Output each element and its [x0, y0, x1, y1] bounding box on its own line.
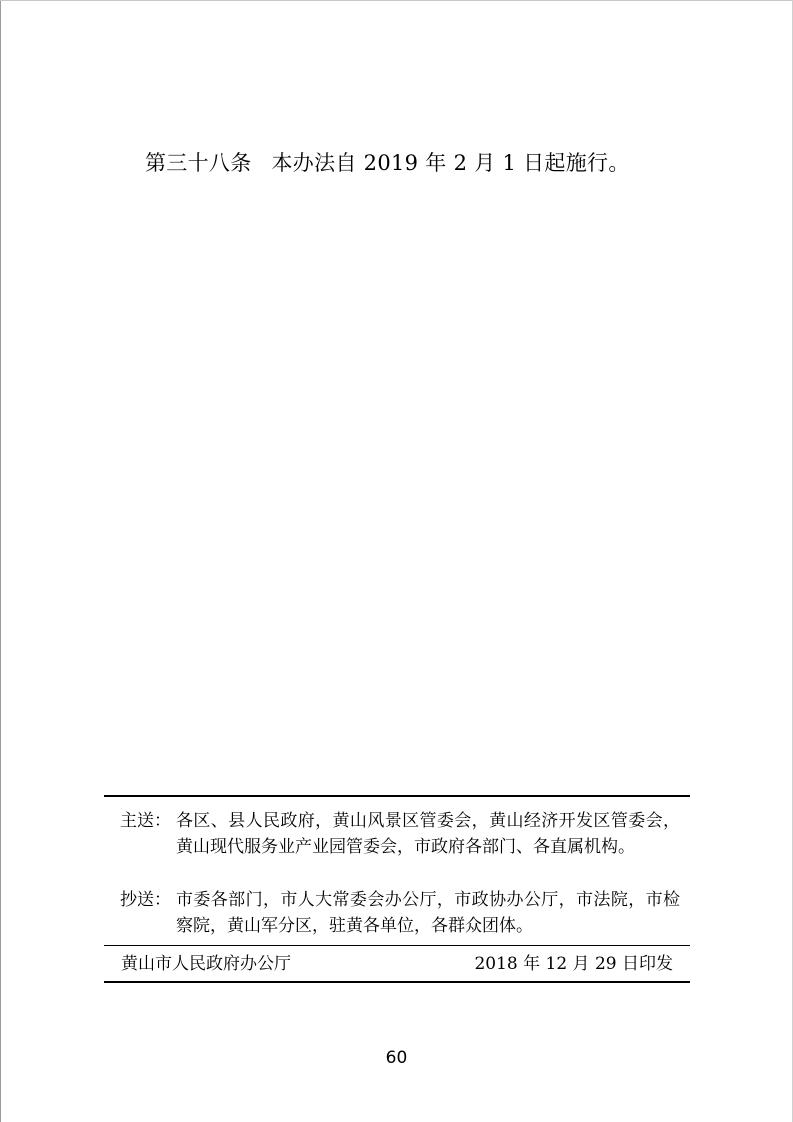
copy-recipients-block: [120, 887, 680, 939]
page-number: 60: [385, 1048, 408, 1068]
page-edge-top: [0, 0, 793, 1]
primary-recipients-block: [120, 808, 680, 860]
copy-recipients-label: 抄送：: [120, 890, 171, 910]
issuing-office: 黄山市人民政府办公厅: [121, 954, 291, 974]
page-edge-left: [0, 0, 1, 1122]
distribution-middle-rule: [104, 945, 690, 946]
issuance-footer: [121, 951, 673, 977]
article-text: 本办法自 2019 年 2 月 1 日起施行。: [271, 151, 630, 175]
article-paragraph: [145, 147, 630, 179]
primary-recipients-label: 主送：: [120, 811, 171, 831]
distribution-top-rule: [104, 795, 690, 797]
copy-recipients-text: 市委各部门，市人大常委会办公厅，市政协办公厅，市法院，市检察院，黄山军分区，驻黄各单位，各群众团体。: [176, 890, 680, 936]
primary-recipients-text: 各区、县人民政府，黄山风景区管委会，黄山经济开发区管委会，黄山现代服务业产业园管委会，市政府各部门、各直属机构。: [176, 811, 680, 857]
article-number: 第三十八条: [145, 151, 252, 175]
issue-date: 2018 年 12 月 29 日印发: [474, 954, 673, 974]
distribution-bottom-rule: [104, 981, 690, 983]
